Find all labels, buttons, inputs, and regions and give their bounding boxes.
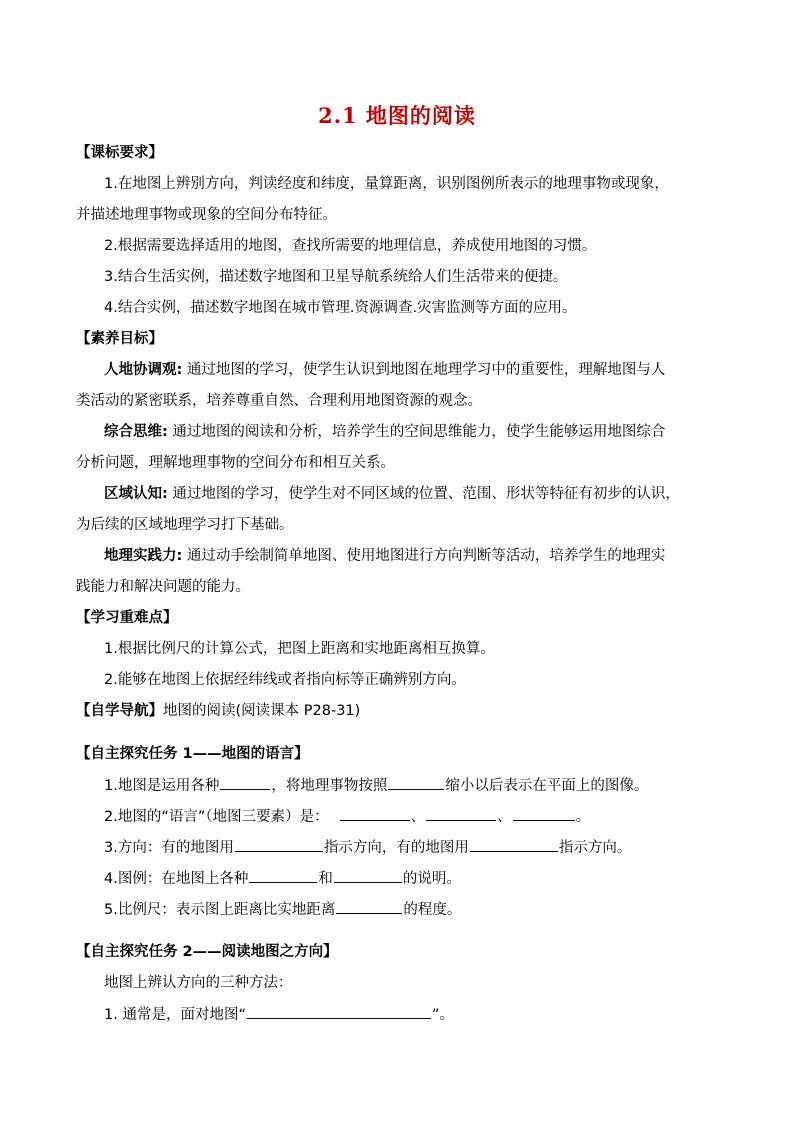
separator: 、: [410, 809, 426, 825]
question-text: 指示方向。: [558, 840, 632, 856]
section-heading-task1: 【自主探究任务 1——地图的语言】: [76, 746, 309, 762]
question-text: 3.方向：有的地图用: [104, 840, 234, 856]
standard-item-1: 1.在地图上辨别方向，判读经度和纬度，量算距离，识别图例所表示的地理事物或现象，: [104, 176, 669, 192]
literacy-text: 通过地图的学习，使学生对不同区域的位置、范围、形状等特征有初步的认识，: [167, 486, 680, 502]
page-title: 2.1 地图的阅读: [318, 103, 476, 128]
answer-blank[interactable]: [247, 1004, 431, 1019]
answer-blank[interactable]: [334, 868, 402, 883]
answer-blank[interactable]: [220, 775, 270, 790]
question-text: 4.图例：在地图上各种: [104, 871, 249, 887]
literacy-text: 通过地图的阅读和分析，培养学生的空间思维能力，使学生能够运用地图综合: [167, 424, 666, 440]
literacy-item-4-cont: 践能力和解决问题的能力。: [76, 579, 250, 595]
literacy-item-2: [104, 422, 665, 442]
literacy-text: 通过地图的学习，使学生认识到地图在地理学习中的重要性，理解地图与人: [182, 362, 666, 378]
question-text: 1. 通常是，面对地图“: [104, 1007, 246, 1023]
answer-blank[interactable]: [470, 837, 558, 852]
literacy-term: 地理实践力:: [104, 548, 183, 564]
literacy-item-2-cont: 分析问题，理解地理事物的空间分布和相互关系。: [76, 455, 395, 471]
standard-item-3: 3.结合生活实例，描述数字地图和卫星导航系统给人们生活带来的便捷。: [104, 269, 568, 285]
literacy-item-4: [104, 546, 665, 566]
separator: 、: [497, 809, 512, 825]
question-text: 的程度。: [403, 902, 462, 918]
task2-intro: 地图上辨认方向的三种方法：: [104, 975, 293, 991]
section-heading-task2: 【自主探究任务 2——阅读地图之方向】: [76, 944, 338, 960]
question-text: 缩小以后表示在平面上的图像。: [445, 778, 649, 794]
task1-question-1: [104, 775, 648, 796]
separator: 。: [575, 809, 591, 825]
task1-question-4: [104, 868, 461, 889]
question-text: ，将地理事物按照: [271, 778, 388, 794]
standard-item-4: 4.结合实例，描述数字地图在城市管理.资源调查.灾害监测等方面的应用。: [104, 300, 577, 316]
guide-heading: 【自学导航】: [76, 703, 163, 719]
answer-blank[interactable]: [388, 775, 444, 790]
answer-blank[interactable]: [513, 806, 575, 821]
question-text: 5.比例尺：表示图上距离比实地距离: [104, 902, 336, 918]
question-text: 2.地图的“语言”（地图三要素）是：: [104, 809, 329, 825]
section-heading-literacy: 【素养目标】: [76, 331, 163, 347]
task1-question-5: [104, 899, 461, 920]
literacy-item-1: [104, 360, 665, 380]
section-heading-standards: 【课标要求】: [76, 145, 163, 161]
question-text: 指示方向，有的地图用: [323, 840, 469, 856]
literacy-item-3: [104, 484, 680, 504]
task1-question-3: [104, 837, 631, 858]
keypoint-item-1: 1.根据比例尺的计算公式，把图上距离和实地距离相互换算。: [104, 641, 495, 657]
keypoint-item-2: 2.能够在地图上依据经纬线或者指向标等正确辨别方向。: [104, 672, 466, 688]
section-heading-guide: [76, 701, 360, 721]
literacy-term: 人地协调观:: [104, 362, 183, 378]
section-heading-keypoints: 【学习重难点】: [76, 610, 178, 626]
question-text: 1.地图是运用各种: [104, 778, 220, 794]
answer-blank[interactable]: [426, 806, 496, 821]
task2-method-1: [104, 1004, 454, 1025]
question-text: 的说明。: [402, 871, 461, 887]
answer-blank[interactable]: [336, 899, 402, 914]
answer-blank[interactable]: [235, 837, 323, 852]
guide-text: 地图的阅读(阅读课本 P28-31): [163, 703, 361, 719]
task1-question-2: [104, 806, 590, 827]
literacy-term: 区域认知:: [104, 486, 168, 502]
literacy-item-1-cont: 类活动的紧密联系，培养尊重自然、合理利用地图资源的观念。: [76, 393, 482, 409]
standard-item-1-cont: 并描述地理事物或现象的空间分布特征。: [76, 207, 337, 223]
literacy-text: 通过动手绘制简单地图、使用地图进行方向判断等活动，培养学生的地理实: [182, 548, 666, 564]
literacy-item-3-cont: 为后续的区域地理学习打下基础。: [76, 517, 294, 533]
literacy-term: 综合思维:: [104, 424, 168, 440]
question-text: 和: [318, 871, 333, 887]
answer-blank[interactable]: [249, 868, 317, 883]
question-text: ”。: [431, 1007, 454, 1023]
answer-blank[interactable]: [340, 806, 410, 821]
standard-item-2: 2.根据需要选择适用的地图，查找所需要的地理信息，养成使用地图的习惯。: [104, 238, 597, 254]
